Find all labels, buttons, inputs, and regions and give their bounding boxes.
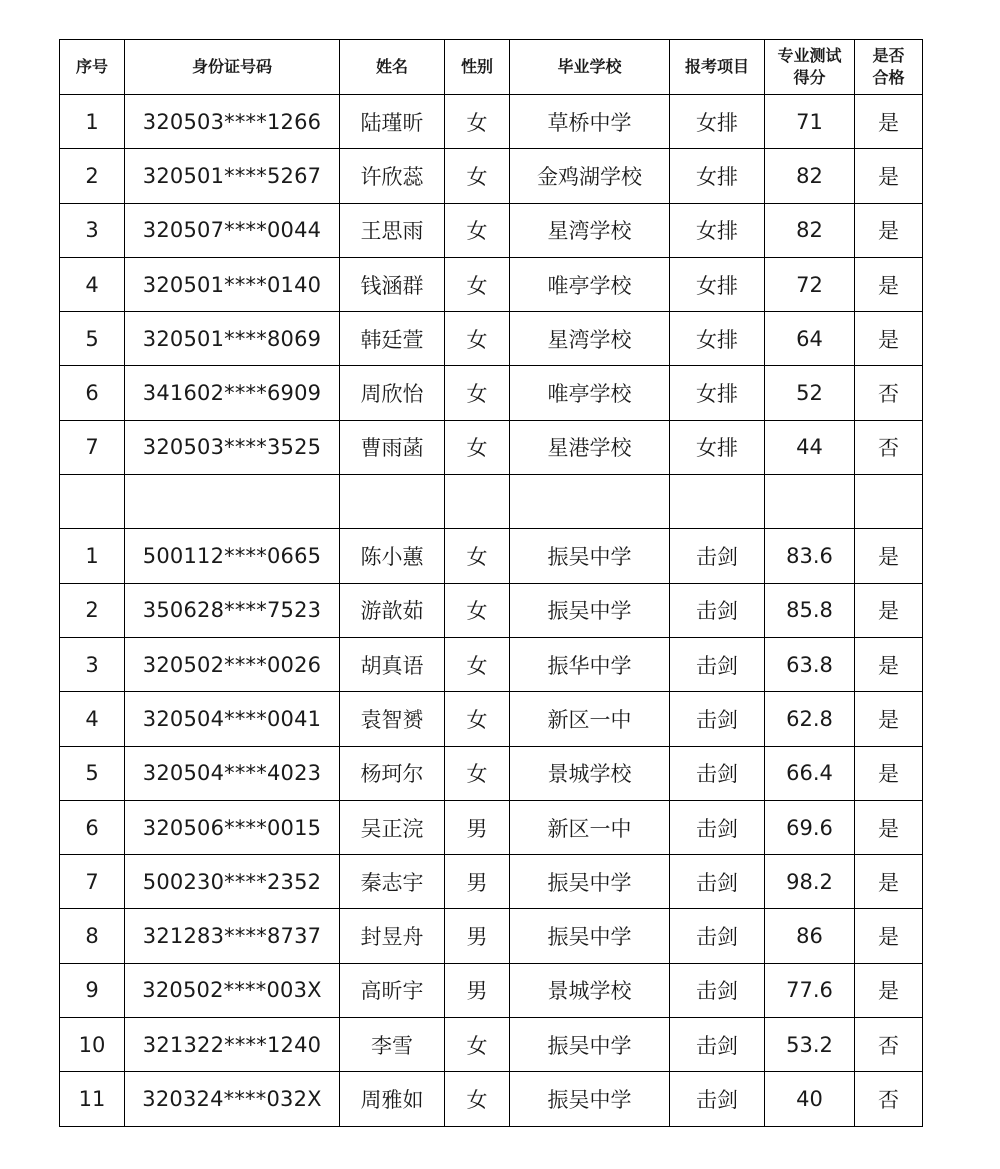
cell-id-number: 320506****0015 bbox=[125, 800, 340, 854]
cell-score: 82 bbox=[765, 203, 855, 257]
cell-school: 唯亭学校 bbox=[510, 366, 670, 420]
cell-event: 女排 bbox=[670, 203, 765, 257]
cell-gender: 男 bbox=[445, 800, 510, 854]
cell-score: 72 bbox=[765, 257, 855, 311]
spacer-row bbox=[60, 475, 923, 529]
cell-qualified: 否 bbox=[855, 420, 923, 474]
cell-school: 景城学校 bbox=[510, 963, 670, 1017]
cell-name: 王思雨 bbox=[340, 203, 445, 257]
cell-qualified: 是 bbox=[855, 637, 923, 691]
cell-event: 女排 bbox=[670, 420, 765, 474]
cell-name: 陈小蕙 bbox=[340, 529, 445, 583]
cell-name: 秦志宇 bbox=[340, 855, 445, 909]
empty-cell bbox=[670, 475, 765, 529]
table-header bbox=[60, 40, 923, 95]
cell-event: 击剑 bbox=[670, 855, 765, 909]
cell-score: 64 bbox=[765, 312, 855, 366]
table-row bbox=[60, 963, 923, 1017]
cell-gender: 女 bbox=[445, 746, 510, 800]
cell-name: 封昱舟 bbox=[340, 909, 445, 963]
cell-qualified: 否 bbox=[855, 1018, 923, 1072]
header-row bbox=[60, 40, 923, 95]
cell-id-number: 321322****1240 bbox=[125, 1018, 340, 1072]
cell-qualified: 是 bbox=[855, 257, 923, 311]
cell-score: 52 bbox=[765, 366, 855, 420]
cell-qualified: 是 bbox=[855, 963, 923, 1017]
cell-gender: 女 bbox=[445, 637, 510, 691]
cell-id-number: 320501****8069 bbox=[125, 312, 340, 366]
cell-school: 振吴中学 bbox=[510, 855, 670, 909]
cell-name: 周雅如 bbox=[340, 1072, 445, 1126]
cell-seq: 7 bbox=[60, 855, 125, 909]
cell-name: 韩廷萱 bbox=[340, 312, 445, 366]
cell-seq: 1 bbox=[60, 95, 125, 149]
empty-cell bbox=[510, 475, 670, 529]
cell-event: 女排 bbox=[670, 95, 765, 149]
cell-score: 98.2 bbox=[765, 855, 855, 909]
cell-qualified: 是 bbox=[855, 312, 923, 366]
cell-school: 景城学校 bbox=[510, 746, 670, 800]
cell-name: 李雪 bbox=[340, 1018, 445, 1072]
cell-school: 金鸡湖学校 bbox=[510, 149, 670, 203]
cell-gender: 女 bbox=[445, 312, 510, 366]
empty-cell bbox=[855, 475, 923, 529]
header-event: 报考项目 bbox=[670, 40, 765, 95]
cell-event: 击剑 bbox=[670, 963, 765, 1017]
cell-qualified: 是 bbox=[855, 529, 923, 583]
cell-event: 女排 bbox=[670, 257, 765, 311]
cell-id-number: 320504****0041 bbox=[125, 692, 340, 746]
cell-score: 44 bbox=[765, 420, 855, 474]
cell-qualified: 是 bbox=[855, 800, 923, 854]
cell-seq: 4 bbox=[60, 692, 125, 746]
cell-seq: 11 bbox=[60, 1072, 125, 1126]
cell-id-number: 320502****0026 bbox=[125, 637, 340, 691]
cell-score: 85.8 bbox=[765, 583, 855, 637]
table-body bbox=[60, 95, 923, 1127]
cell-id-number: 320501****5267 bbox=[125, 149, 340, 203]
cell-score: 53.2 bbox=[765, 1018, 855, 1072]
cell-seq: 2 bbox=[60, 149, 125, 203]
cell-event: 击剑 bbox=[670, 637, 765, 691]
cell-seq: 6 bbox=[60, 800, 125, 854]
cell-school: 草桥中学 bbox=[510, 95, 670, 149]
cell-score: 77.6 bbox=[765, 963, 855, 1017]
cell-school: 振华中学 bbox=[510, 637, 670, 691]
cell-score: 63.8 bbox=[765, 637, 855, 691]
cell-event: 女排 bbox=[670, 312, 765, 366]
cell-name: 游歆茹 bbox=[340, 583, 445, 637]
cell-gender: 男 bbox=[445, 909, 510, 963]
cell-gender: 女 bbox=[445, 692, 510, 746]
cell-seq: 10 bbox=[60, 1018, 125, 1072]
cell-gender: 女 bbox=[445, 203, 510, 257]
cell-score: 40 bbox=[765, 1072, 855, 1126]
cell-name: 袁智赟 bbox=[340, 692, 445, 746]
table-row bbox=[60, 312, 923, 366]
header-name: 姓名 bbox=[340, 40, 445, 95]
cell-name: 陆瑾昕 bbox=[340, 95, 445, 149]
cell-gender: 男 bbox=[445, 963, 510, 1017]
cell-id-number: 320502****003X bbox=[125, 963, 340, 1017]
cell-id-number: 320503****3525 bbox=[125, 420, 340, 474]
cell-event: 击剑 bbox=[670, 1018, 765, 1072]
empty-cell bbox=[340, 475, 445, 529]
cell-score: 82 bbox=[765, 149, 855, 203]
cell-seq: 9 bbox=[60, 963, 125, 1017]
cell-score: 86 bbox=[765, 909, 855, 963]
cell-name: 周欣怡 bbox=[340, 366, 445, 420]
cell-qualified: 否 bbox=[855, 1072, 923, 1126]
cell-seq: 2 bbox=[60, 583, 125, 637]
cell-event: 女排 bbox=[670, 366, 765, 420]
cell-id-number: 320501****0140 bbox=[125, 257, 340, 311]
cell-id-number: 321283****8737 bbox=[125, 909, 340, 963]
cell-qualified: 是 bbox=[855, 855, 923, 909]
cell-name: 高昕宇 bbox=[340, 963, 445, 1017]
cell-gender: 女 bbox=[445, 529, 510, 583]
table-row bbox=[60, 366, 923, 420]
cell-gender: 女 bbox=[445, 1072, 510, 1126]
cell-qualified: 是 bbox=[855, 909, 923, 963]
cell-id-number: 320503****1266 bbox=[125, 95, 340, 149]
header-seq: 序号 bbox=[60, 40, 125, 95]
cell-school: 唯亭学校 bbox=[510, 257, 670, 311]
cell-school: 振吴中学 bbox=[510, 1072, 670, 1126]
cell-event: 击剑 bbox=[670, 1072, 765, 1126]
table-row bbox=[60, 583, 923, 637]
cell-id-number: 341602****6909 bbox=[125, 366, 340, 420]
cell-id-number: 500112****0665 bbox=[125, 529, 340, 583]
cell-event: 击剑 bbox=[670, 583, 765, 637]
table-row bbox=[60, 203, 923, 257]
empty-cell bbox=[765, 475, 855, 529]
cell-gender: 女 bbox=[445, 366, 510, 420]
cell-name: 杨珂尔 bbox=[340, 746, 445, 800]
empty-cell bbox=[445, 475, 510, 529]
table-row bbox=[60, 855, 923, 909]
cell-gender: 男 bbox=[445, 855, 510, 909]
cell-seq: 6 bbox=[60, 366, 125, 420]
cell-seq: 8 bbox=[60, 909, 125, 963]
cell-event: 击剑 bbox=[670, 746, 765, 800]
table-row bbox=[60, 257, 923, 311]
cell-name: 胡真语 bbox=[340, 637, 445, 691]
cell-school: 振吴中学 bbox=[510, 909, 670, 963]
cell-event: 击剑 bbox=[670, 529, 765, 583]
cell-qualified: 是 bbox=[855, 149, 923, 203]
cell-school: 振吴中学 bbox=[510, 1018, 670, 1072]
cell-qualified: 否 bbox=[855, 366, 923, 420]
cell-qualified: 是 bbox=[855, 203, 923, 257]
cell-school: 振吴中学 bbox=[510, 583, 670, 637]
table-row bbox=[60, 746, 923, 800]
cell-seq: 3 bbox=[60, 203, 125, 257]
table-row bbox=[60, 800, 923, 854]
table-row bbox=[60, 1018, 923, 1072]
cell-gender: 女 bbox=[445, 95, 510, 149]
cell-gender: 女 bbox=[445, 257, 510, 311]
cell-name: 曹雨菡 bbox=[340, 420, 445, 474]
cell-name: 许欣蕊 bbox=[340, 149, 445, 203]
table-row bbox=[60, 95, 923, 149]
cell-school: 新区一中 bbox=[510, 800, 670, 854]
table-row bbox=[60, 420, 923, 474]
empty-cell bbox=[125, 475, 340, 529]
header-school: 毕业学校 bbox=[510, 40, 670, 95]
cell-id-number: 500230****2352 bbox=[125, 855, 340, 909]
header-qualified: 是否合格 bbox=[855, 40, 923, 95]
cell-name: 钱涵群 bbox=[340, 257, 445, 311]
cell-seq: 1 bbox=[60, 529, 125, 583]
cell-school: 星湾学校 bbox=[510, 312, 670, 366]
cell-score: 69.6 bbox=[765, 800, 855, 854]
cell-gender: 女 bbox=[445, 420, 510, 474]
table-row bbox=[60, 637, 923, 691]
empty-cell bbox=[60, 475, 125, 529]
cell-seq: 4 bbox=[60, 257, 125, 311]
table-row bbox=[60, 149, 923, 203]
cell-seq: 7 bbox=[60, 420, 125, 474]
cell-id-number: 350628****7523 bbox=[125, 583, 340, 637]
cell-school: 新区一中 bbox=[510, 692, 670, 746]
cell-score: 83.6 bbox=[765, 529, 855, 583]
cell-score: 71 bbox=[765, 95, 855, 149]
cell-event: 女排 bbox=[670, 149, 765, 203]
header-id-number: 身份证号码 bbox=[125, 40, 340, 95]
cell-score: 62.8 bbox=[765, 692, 855, 746]
cell-gender: 女 bbox=[445, 149, 510, 203]
cell-school: 星港学校 bbox=[510, 420, 670, 474]
cell-event: 击剑 bbox=[670, 909, 765, 963]
cell-qualified: 是 bbox=[855, 583, 923, 637]
table-row bbox=[60, 1072, 923, 1126]
cell-id-number: 320507****0044 bbox=[125, 203, 340, 257]
cell-school: 星湾学校 bbox=[510, 203, 670, 257]
table-row bbox=[60, 692, 923, 746]
header-gender: 性别 bbox=[445, 40, 510, 95]
cell-seq: 5 bbox=[60, 746, 125, 800]
cell-qualified: 是 bbox=[855, 692, 923, 746]
cell-qualified: 是 bbox=[855, 746, 923, 800]
cell-event: 击剑 bbox=[670, 692, 765, 746]
results-table bbox=[59, 39, 923, 1127]
table-row bbox=[60, 909, 923, 963]
cell-id-number: 320504****4023 bbox=[125, 746, 340, 800]
cell-seq: 3 bbox=[60, 637, 125, 691]
table-row bbox=[60, 529, 923, 583]
cell-school: 振吴中学 bbox=[510, 529, 670, 583]
header-score: 专业测试得分 bbox=[765, 40, 855, 95]
cell-seq: 5 bbox=[60, 312, 125, 366]
cell-id-number: 320324****032X bbox=[125, 1072, 340, 1126]
cell-qualified: 是 bbox=[855, 95, 923, 149]
cell-name: 吴正浣 bbox=[340, 800, 445, 854]
cell-gender: 女 bbox=[445, 583, 510, 637]
cell-event: 击剑 bbox=[670, 800, 765, 854]
cell-score: 66.4 bbox=[765, 746, 855, 800]
cell-gender: 女 bbox=[445, 1018, 510, 1072]
